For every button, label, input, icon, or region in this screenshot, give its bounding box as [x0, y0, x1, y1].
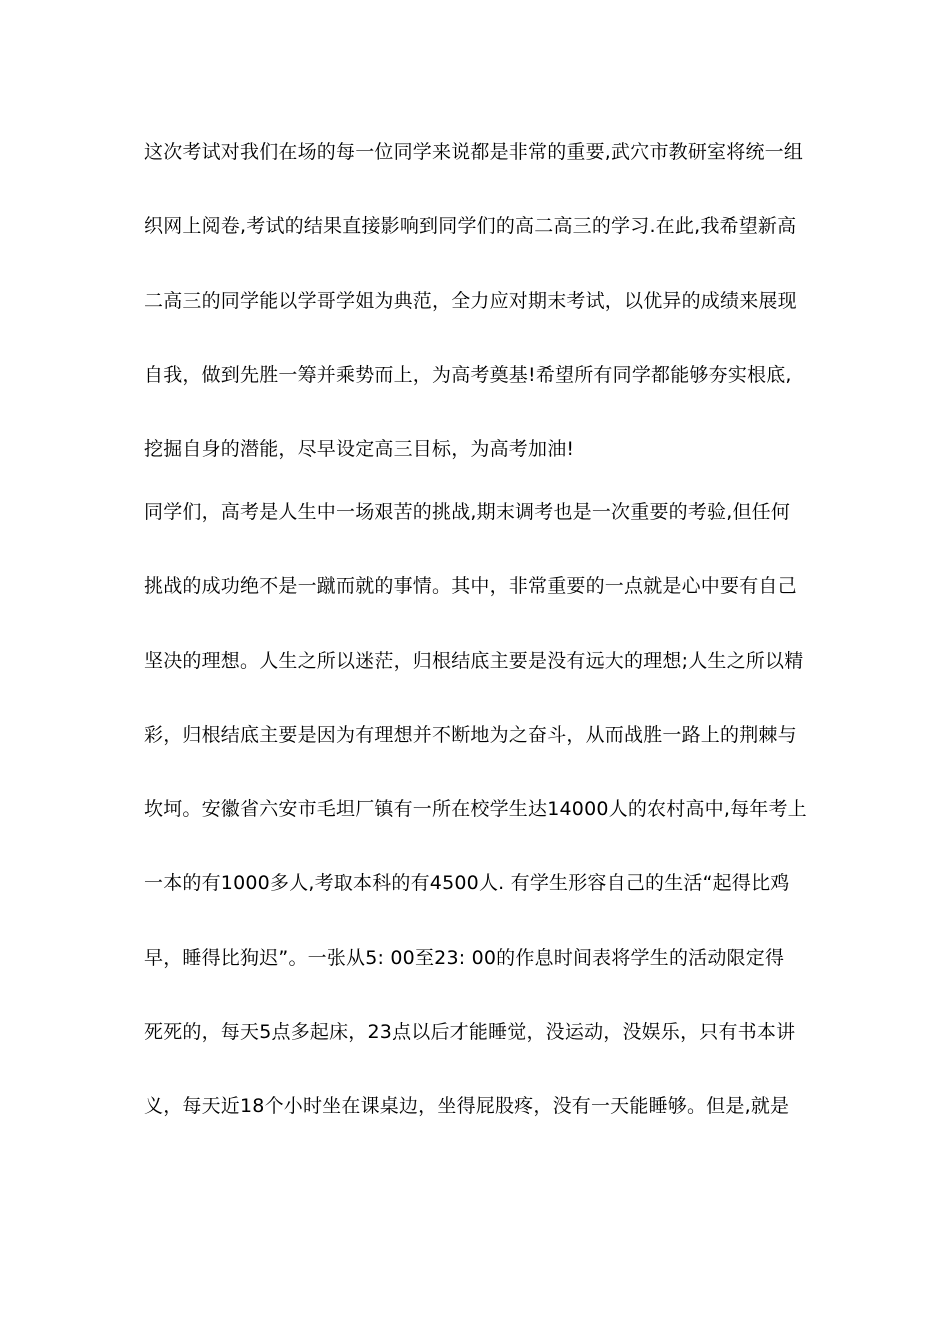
text-line: 早，睡得比狗迟”。一张从5: 00至23: 00的作息时间表将学生的活动限定得	[144, 947, 785, 969]
text-line: 二高三的同学能以学哥学姐为典范，全力应对期末考试，以优异的成绩来展现	[144, 290, 797, 312]
text-line: 自我，做到先胜一筹并乘势而上，为高考奠基!希望所有同学都能够夯实根底,	[144, 364, 792, 386]
text-line: 一本的有1000多人,考取本科的有4500人. 有学生形容自己的生活“起得比鸡	[144, 872, 790, 894]
text-line: 同学们，高考是人生中一场艰苦的挑战,期末调考也是一次重要的考验,但任何	[144, 501, 791, 523]
text-line: 死死的，每天5点多起床，23点以后才能睡觉，没运动，没娱乐，只有书本讲	[144, 1021, 796, 1043]
text-line: 坚决的理想。人生之所以迷茫，归根结底主要是没有远大的理想;人生之所以精	[144, 650, 804, 672]
text-line: 织网上阅卷,考试的结果直接影响到同学们的高二高三的学习.在此,我希望新高	[144, 215, 797, 237]
text-line: 这次考试对我们在场的每一位同学来说都是非常的重要,武穴市教研室将统一组	[144, 141, 804, 163]
text-line: 挑战的成功绝不是一蹴而就的事情。其中，非常重要的一点就是心中要有自己	[144, 575, 797, 597]
text-line: 挖掘自身的潜能，尽早设定高三目标，为高考加油!	[144, 438, 575, 460]
text-line: 坎坷。安徽省六安市毛坦厂镇有一所在校学生达14000人的农村高中,每年考上	[144, 798, 807, 820]
text-line: 义，每天近18个小时坐在课桌边，坐得屁股疼，没有一天能睡够。但是,就是	[144, 1095, 790, 1117]
text-line: 彩，归根结底主要是因为有理想并不断地为之奋斗，从而战胜一路上的荆棘与	[144, 724, 797, 746]
